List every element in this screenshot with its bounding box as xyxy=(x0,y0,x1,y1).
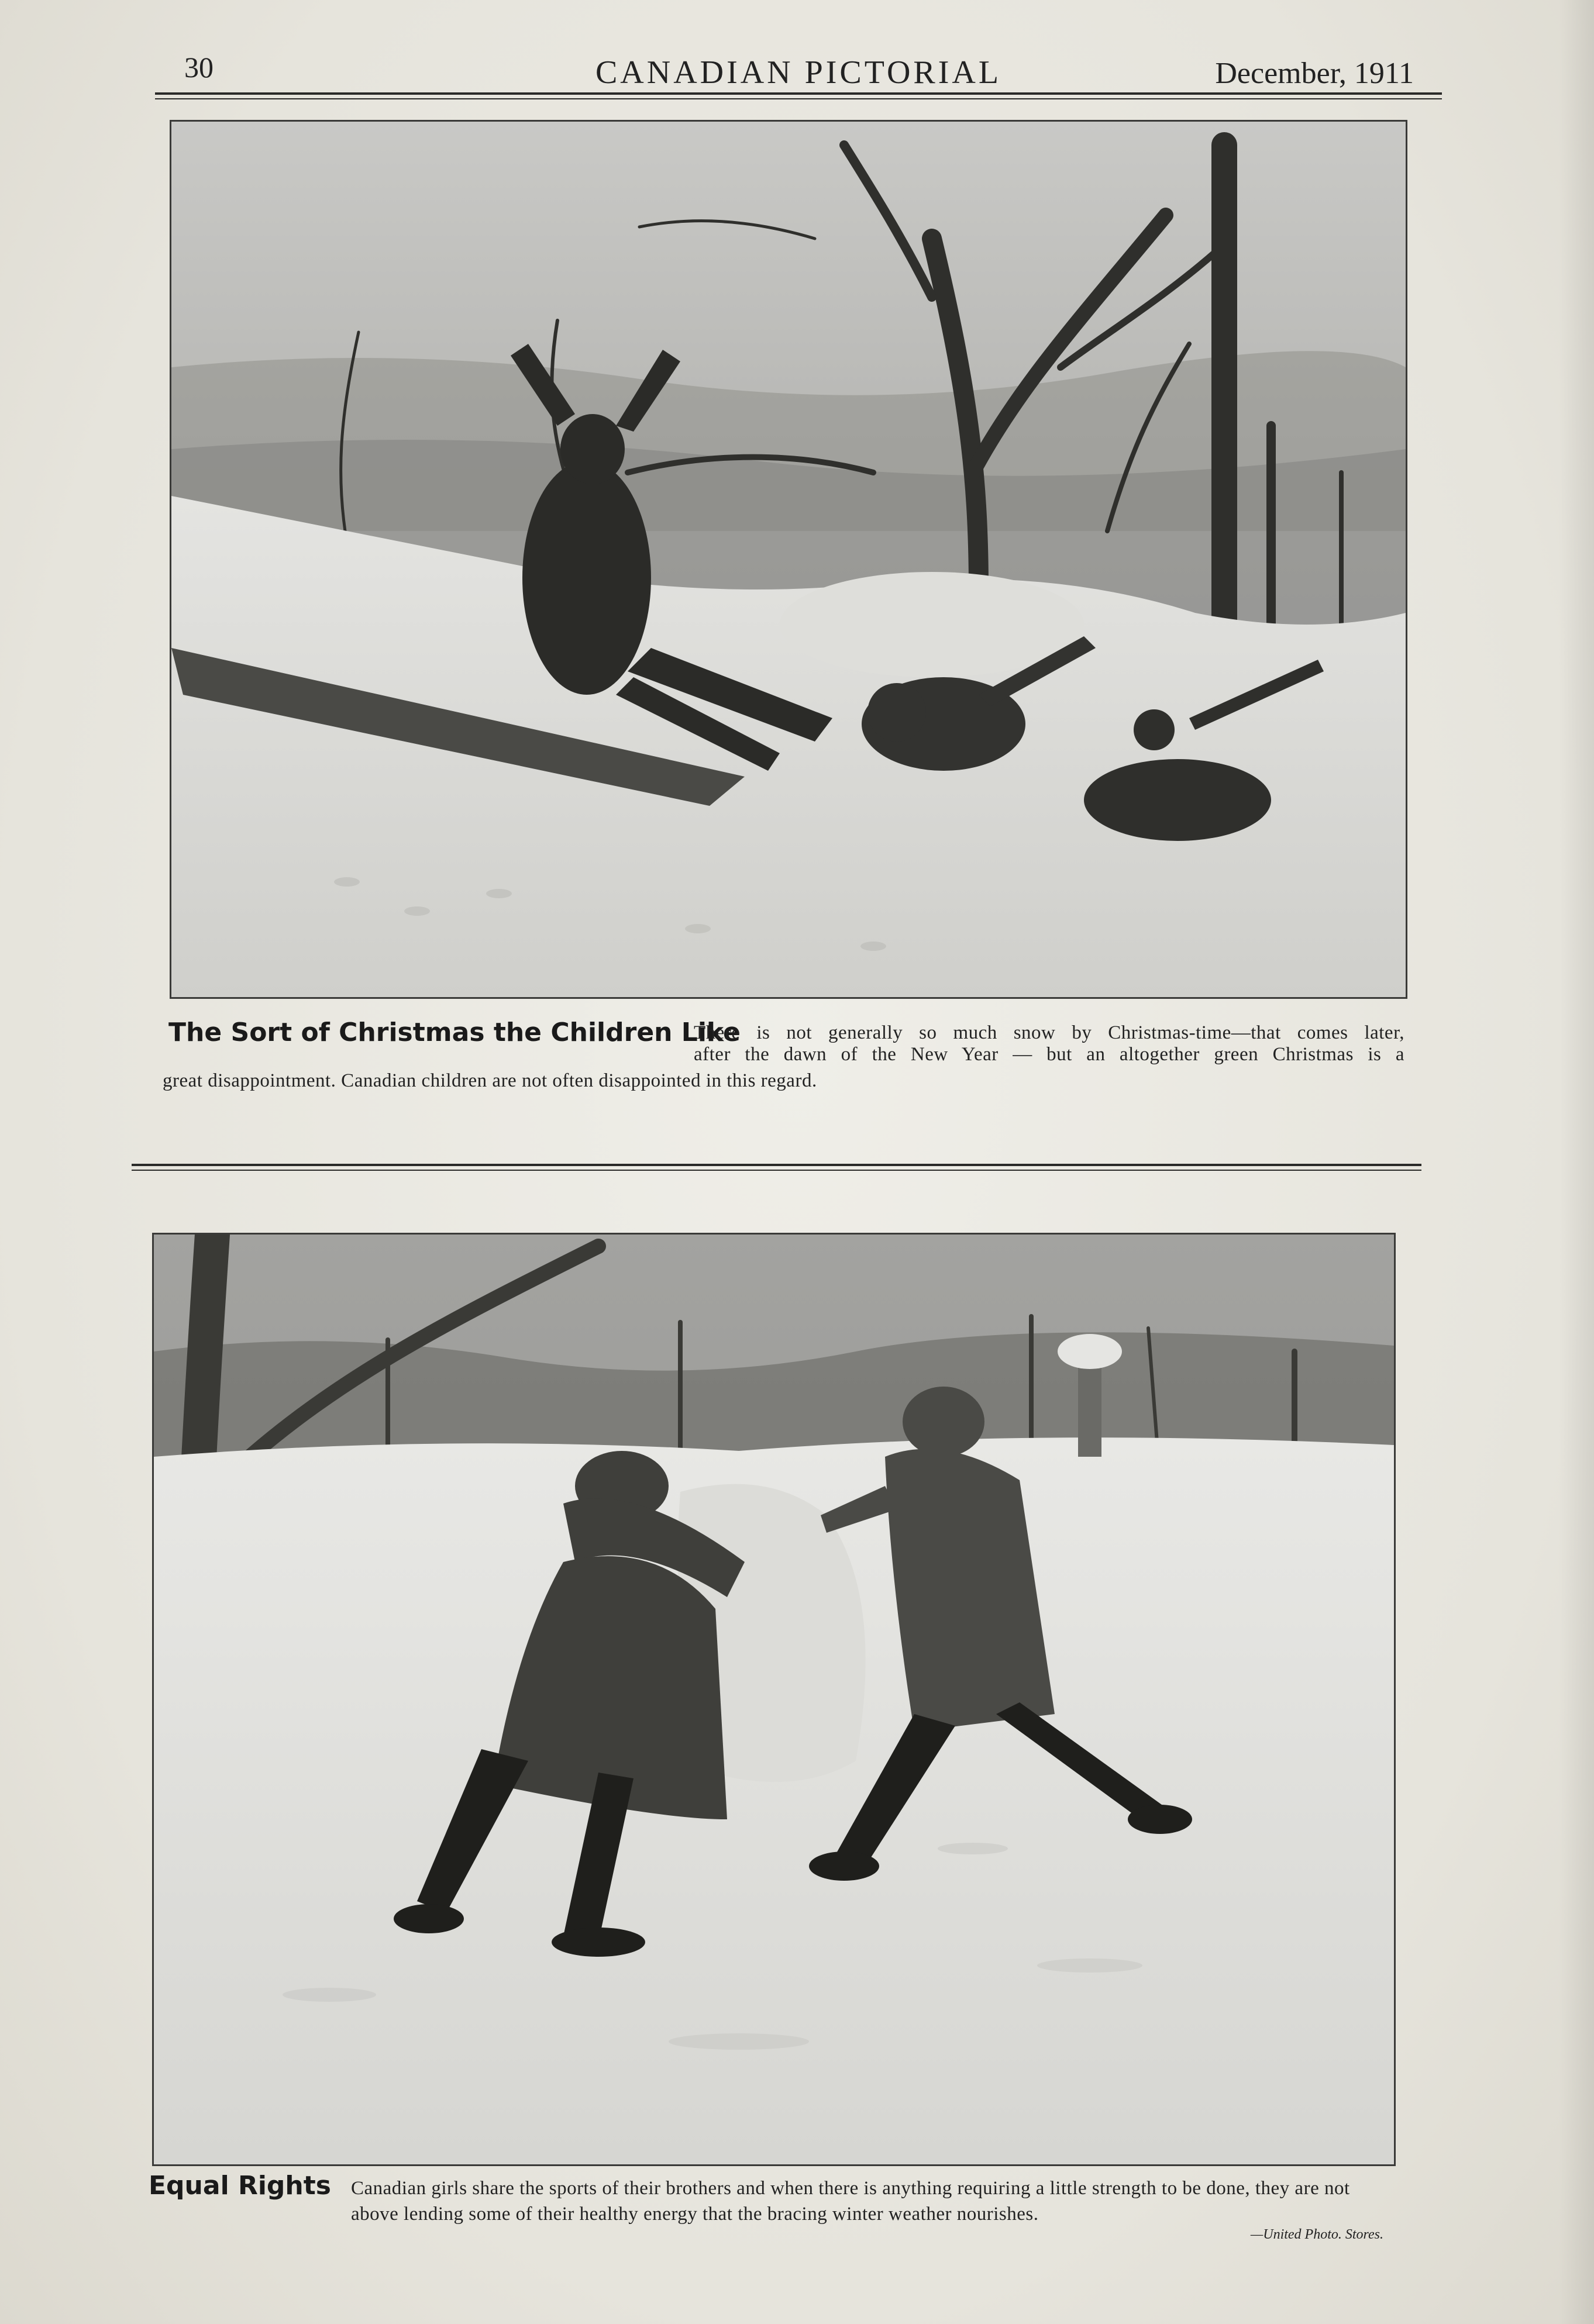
caption-christmas-line-1: There is not generally so much snow by Christmas-time—that comes later, xyxy=(694,1022,1404,1043)
header-rule xyxy=(155,92,1442,99)
page-edge-shadow xyxy=(1559,0,1594,2324)
caption-christmas-line-2: after the dawn of the New Year — but an altogether green Christmas is a xyxy=(694,1044,1404,1065)
caption-equal-rights-title: Equal Rights xyxy=(149,2171,331,2201)
photo-equal-rights-image xyxy=(154,1235,1394,2164)
caption-christmas-title: The Sort of Christmas the Children Like xyxy=(168,1018,741,1047)
caption-christmas-body-1 xyxy=(694,1022,1404,1066)
photo-credit: —United Photo. Stores. xyxy=(1250,2227,1383,2242)
page-number: 30 xyxy=(184,51,214,84)
caption-christmas-line-3: great disappointment. Canadian children are not often disappointed in this regard. xyxy=(163,1070,817,1091)
photo-equal-rights xyxy=(152,1233,1396,2166)
section-divider-rule xyxy=(132,1164,1421,1171)
issue-date: December, 1911 xyxy=(1215,57,1414,90)
photo-children-sledding xyxy=(170,120,1407,999)
caption-equal-rights-body: Canadian girls share the sports of their brothers and when there is anything requiring a little strength to be done, they are not above lending some of their healthy energy that the bracing winter weather nourishes. xyxy=(351,2178,1350,2225)
photo-children-sledding-image xyxy=(171,122,1406,997)
magazine-title: CANADIAN PICTORIAL xyxy=(595,54,1002,91)
page-header xyxy=(155,47,1442,99)
